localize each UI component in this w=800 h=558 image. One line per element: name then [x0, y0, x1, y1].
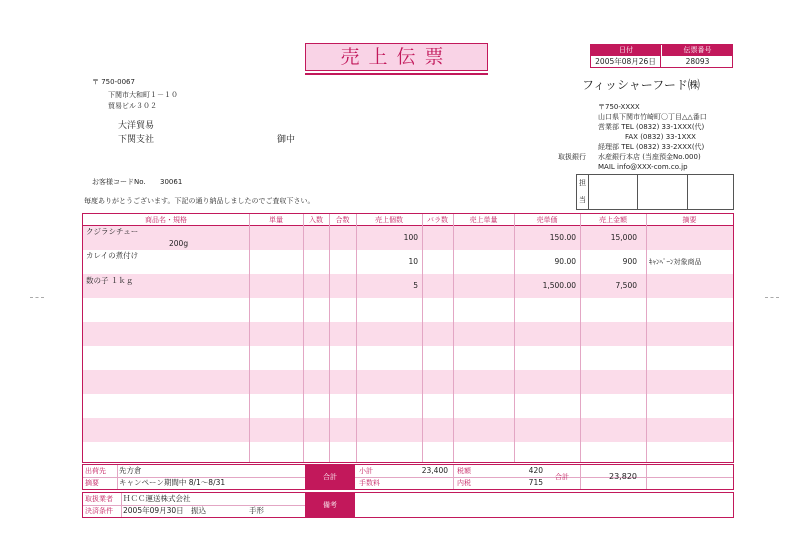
recipient-address-2: 貿易ビル３０２ — [108, 102, 157, 110]
col-header-price: 売単価 — [514, 214, 580, 226]
item-name: クジラシチュー — [86, 227, 139, 236]
table-row — [83, 322, 733, 346]
sender-sales-tel: 営業部 TEL (0832) 33-1XXX(代) — [598, 123, 705, 131]
title-underline — [305, 73, 488, 75]
col-header-unit: 単量 — [249, 214, 303, 226]
col-header-note: 摘要 — [646, 214, 733, 226]
table-row — [83, 346, 733, 370]
carrier-label: 取扱業者 — [85, 495, 113, 503]
date-value: 2005年08月26日 — [591, 56, 661, 68]
recipient-branch: 下関支社 — [118, 135, 155, 145]
totals-section — [82, 464, 734, 490]
sender-fax: FAX (0832) 33-1XXX — [625, 133, 696, 141]
remarks-band: 備考 — [305, 493, 355, 517]
recipient-zip: 〒 750-0067 — [92, 78, 135, 86]
recipient-address-1: 下関市大和町１－１０ — [108, 91, 178, 99]
slip-number-value: 28093 — [685, 57, 710, 66]
customer-code-value: 30061 — [160, 178, 183, 186]
item-note: ｷｬﾝﾍﾟｰﾝ対象商品 — [649, 258, 702, 266]
table-row — [83, 442, 733, 462]
table-row — [83, 298, 733, 322]
header-info-table — [590, 44, 733, 68]
customer-code-label: お客様コードNo. — [92, 178, 146, 186]
sender-zip: 〒750-XXXX — [598, 103, 640, 111]
item-name: 数の子 １ｋｇ — [86, 276, 134, 285]
bank-label: 取扱銀行 — [558, 153, 586, 161]
item-price: 1,500.00 — [542, 281, 576, 290]
item-amount: 15,000 — [610, 233, 637, 242]
memo-label: 摘要 — [85, 479, 99, 487]
grand-total-value: 23,820 — [609, 472, 637, 481]
subtotal-value: 23,400 — [421, 466, 448, 475]
col-header-name: 商品名・規格 — [83, 214, 249, 226]
item-price: 150.00 — [549, 233, 576, 242]
greeting-text: 毎度ありがとうございます。下記の通り納品しましたのでご査収下さい。 — [84, 197, 315, 205]
item-price: 90.00 — [554, 257, 576, 266]
grand-total-label: 合計 — [555, 473, 569, 481]
terms-label: 決済条件 — [85, 507, 113, 515]
col-header-qty: 売上個数 — [356, 214, 422, 226]
recipient-company: 大洋貿易 — [118, 121, 155, 131]
sender-company: フィッシャーフード㈱ — [582, 78, 700, 92]
col-header-count: 合数 — [329, 214, 356, 226]
item-spec: 200g — [169, 239, 189, 248]
slip-title: 売上伝票 — [305, 43, 488, 71]
stamp-label-b: 当 — [579, 196, 586, 204]
table-row — [83, 418, 733, 442]
item-amount: 7,500 — [615, 281, 637, 290]
carrier-value: ＨＣＣ運送株式会社 — [123, 494, 191, 503]
item-qty: 10 — [408, 257, 418, 266]
sender-address: 山口県下関市竹崎町〇丁目△△番口 — [598, 113, 707, 121]
sender-accounting-tel: 経理部 TEL (0832) 33-2XXX(代) — [598, 143, 705, 151]
terms-note: 手形 — [249, 506, 264, 515]
item-name: カレイの煮付け — [86, 251, 139, 260]
tax-value: 420 — [528, 466, 543, 475]
table-row — [83, 370, 733, 394]
table-row — [83, 394, 733, 418]
date-label: 日付 — [591, 45, 661, 56]
fee-label: 手数料 — [359, 479, 380, 487]
item-table — [82, 213, 734, 463]
fold-mark-right — [765, 297, 779, 298]
bank-value: 水産銀行本店 (当座預金No.000) — [598, 153, 701, 161]
fold-mark-left — [30, 297, 44, 298]
carrier-section — [82, 492, 734, 518]
total-band: 合計 — [305, 465, 355, 489]
col-header-amount: 売上金額 — [580, 214, 646, 226]
item-qty: 100 — [403, 233, 418, 242]
subtotal-label: 小計 — [359, 467, 373, 475]
tax-label: 税額 — [457, 467, 471, 475]
item-amount: 900 — [622, 257, 637, 266]
terms-value: 2005年09月30日 振込 — [123, 506, 207, 515]
col-header-loose: バラ数 — [422, 214, 453, 226]
slip-number-label: 伝票番号 — [662, 45, 733, 56]
col-header-sales-unit: 売上単量 — [453, 214, 514, 226]
dest-label: 出荷先 — [85, 467, 106, 475]
sender-mail: MAIL info@XXX-com.co.jp — [598, 163, 688, 171]
recipient-honorific: 御中 — [277, 135, 296, 145]
col-header-pack: 入数 — [303, 214, 329, 226]
stamp-box — [576, 174, 734, 210]
stamp-label-a: 担 — [579, 179, 586, 187]
tax-incl-label: 内税 — [457, 479, 471, 487]
memo-value: キャンペーン期間中 8/1～8/31 — [119, 478, 226, 487]
tax-incl-value: 715 — [528, 478, 543, 487]
item-qty: 5 — [413, 281, 418, 290]
dest-value: 先方倉 — [119, 466, 142, 475]
